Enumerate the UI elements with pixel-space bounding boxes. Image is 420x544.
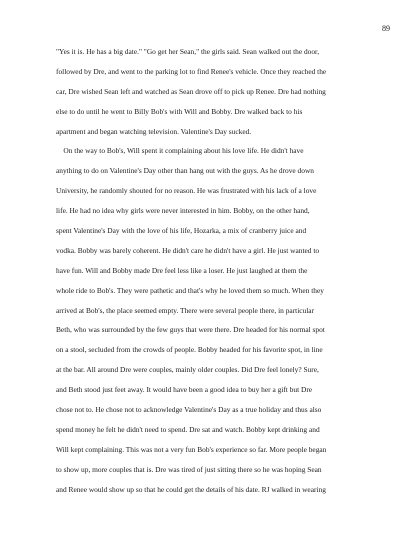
text-line: have fun. Will and Bobby made Dre feel less like a loser. He just laughed at them the [56, 265, 308, 275]
text-line: Beth, who was surrounded by the few guys that were there. Dre headed for his normal spot [56, 325, 325, 335]
text-line: chose not to. He chose not to acknowledge Valentine's Day as a true holiday and thus also [56, 405, 322, 415]
text-line: and Beth stood just feet away. It would have been a good idea to buy her a gift but Dre [56, 385, 313, 395]
text-line: On the way to Bob's, Will spent it complaining about his love life. He didn't have [56, 146, 304, 156]
text-line: on a stool, secluded from the crowds of people. Bobby headed for his favorite spot, in line [56, 345, 323, 355]
text-line: at the bar. All around Dre were couples, mainly older couples. Did Dre feel lonely? Sure, [56, 365, 319, 375]
text-line: spent Valentine's Day with the love of his life, Hozarka, a mix of cranberry juice and [56, 226, 307, 236]
text-line: followed by Dre, and went to the parking lot to find Renee's vehicle. Once they reached the [56, 66, 327, 76]
text-line: and Renee would show up so that he could get the details of his date. RJ walked in wearing [56, 484, 326, 494]
text-line: else to do until he went to Billy Bob's with Will and Bobby. Dre walked back to his [56, 106, 303, 116]
text-line: whole ride to Bob's. They were pathetic and that's why he loved them so much. When they [56, 285, 324, 295]
text-line: anything to do on Valentine's Day other than hang out with the guys. As he drove down [56, 166, 314, 176]
text-line: arrived at Bob's, the place seemed empty. There were several people there, in particular [56, 305, 315, 315]
text-line: life. He had no idea why girls were never interested in him. Bobby, on the other hand, [56, 206, 310, 216]
text-line: Will kept complaining. This was not a very fun Bob's experience so far. More people began [56, 444, 327, 454]
text-line: spend money he felt he didn't need to spend. Dre sat and watch. Bobby kept drinking and [56, 424, 320, 434]
text-line: "Yes it is. He has a big date." "Go get her Sean," the girls said. Sean walked out the door, [56, 47, 320, 56]
text-line: apartment and began watching television. Valentine's Day sucked. [56, 126, 252, 136]
text-line: to show up, more couples that is. Dre was tired of just sitting there so he was hoping Sean [56, 464, 322, 474]
text-line: vodka. Bobby was barely coherent. He didn't care he didn't have a girl. He just wanted to [56, 245, 320, 255]
page-number: 89 [382, 24, 390, 33]
text-line: University, he randomly shouted for no reason. He was frustrated with his lack of a love [56, 186, 317, 196]
text-line: car, Dre wished Sean left and watched as Sean drove off to pick up Renee. Dre had nothing [56, 86, 326, 96]
body-text [56, 42, 376, 499]
